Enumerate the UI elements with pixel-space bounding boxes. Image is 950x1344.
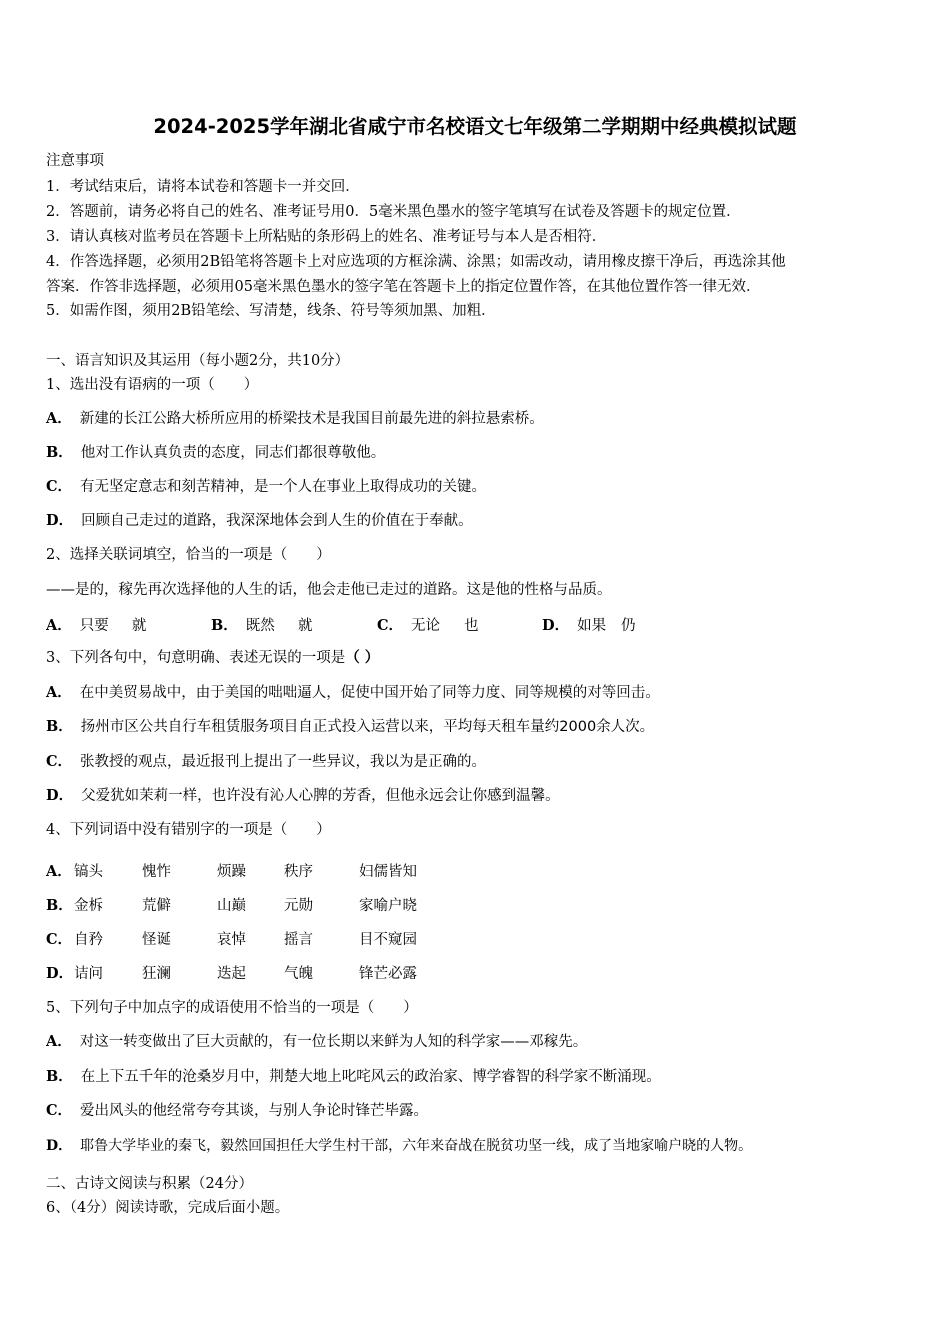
option-word: 迭起 <box>217 966 246 982</box>
option-word: 哀悼 <box>217 932 246 948</box>
option-word: 就 <box>132 618 147 634</box>
option-text: 回顾自己走过的道路，我深深地体会到人生的价值在于奉献。 <box>81 513 473 529</box>
option-text: 耶鲁大学毕业的秦飞，毅然回国担任大学生村干部，六年来奋战在脱贫功坚一线，成了当地家喻户晓的人物。 <box>80 1138 753 1154</box>
option-letter: B． <box>46 718 73 735</box>
option-d <box>46 511 473 531</box>
option-c <box>46 930 906 950</box>
notice-item: 3．请认真核对监考员在答题卡上所粘贴的条形码上的姓名、准考证号与本人是否相符． <box>46 229 607 245</box>
option-letter: D． <box>46 965 74 982</box>
page-title: 2024-2025学年湖北省咸宁市名校语文七年级第二学期期中经典模拟试题 <box>153 115 797 138</box>
question-passage: ——是的，稼先再次选择他的人生的话，他会走他已走过的道路。这是他的性格与品质。 <box>46 582 612 598</box>
option-d <box>46 964 906 984</box>
option-b <box>46 717 654 737</box>
option-text: 在中美贸易战中，由于美国的咄咄逼人，促使中国开始了同等力度、同等规模的对等回击。 <box>79 685 660 701</box>
option-word: 无论 <box>411 618 441 634</box>
answer-paren: （ ） <box>345 649 380 666</box>
option-letter: D． <box>542 617 570 634</box>
option-text: 在上下五千年的沧桑岁月中，荆楚大地上叱咤风云的政治家、博学睿智的科学家不断涌现。 <box>80 1069 661 1085</box>
q2-options <box>46 614 906 634</box>
option-a <box>46 1032 587 1052</box>
option-word: 自矜 <box>74 932 103 948</box>
option-letter: D． <box>46 787 74 804</box>
question-stem: 4、下列词语中没有错别字的一项是（ ） <box>46 822 331 838</box>
option-letter: A． <box>46 410 72 427</box>
option-word: 摇言 <box>284 932 313 948</box>
option-text: 新建的长江公路大桥所应用的桥梁技术是我国目前最先进的斜拉悬索桥。 <box>79 411 544 427</box>
option-word: 荒僻 <box>142 898 171 914</box>
option-word: 家喻户晓 <box>359 898 417 914</box>
question-stem: 1、选出没有语病的一项（ ） <box>46 377 259 393</box>
option-letter: D． <box>46 1138 73 1154</box>
notice-item: 2．答题前，请务必将自己的姓名、准考证号用0．5毫米黑色墨水的签字笔填写在试卷及答题卡的规定位置． <box>46 204 741 220</box>
option-letter: B． <box>46 1068 73 1085</box>
option-word: 怪诞 <box>142 932 171 948</box>
question-stem <box>46 648 379 668</box>
option-letter: C． <box>46 753 73 770</box>
question-stem: 2、选择关联词填空，恰当的一项是（ ） <box>46 547 331 563</box>
option-b <box>46 896 906 916</box>
option-letter: B． <box>46 897 73 914</box>
option-text: 扬州市区公共自行车租赁服务项目自正式投入运营以来，平均每天租车量约2000余人次。 <box>80 719 655 735</box>
option-text: 张教授的观点，最近报刊上提出了一些异议，我以为是正确的。 <box>80 754 487 770</box>
option-letter: A． <box>46 617 72 634</box>
option-d <box>542 614 606 635</box>
option-letter: C． <box>46 1102 73 1119</box>
option-b <box>46 443 385 463</box>
option-word: 如果 <box>577 618 607 634</box>
option-letter: C． <box>377 617 404 634</box>
option-text: 对这一转变做出了巨大贡献的，有一位长期以来鲜为人知的科学家——邓稼先。 <box>79 1034 588 1050</box>
notice-item: 4．作答选择题，必须用2B铅笔将答题卡上对应选项的方框涂满、涂黑；如需改动，请用橡皮擦干净后，再选涂其他 <box>46 254 786 270</box>
option-a <box>46 409 544 429</box>
option-word: 也 <box>464 618 479 634</box>
option-word: 诘问 <box>74 966 103 982</box>
option-letter: A． <box>46 863 72 880</box>
option-d <box>46 1136 752 1156</box>
notice-item: 1．考试结束后，请将本试卷和答题卡一并交回． <box>46 179 360 195</box>
option-word: 气魄 <box>284 966 313 982</box>
notice-item: 答案．作答非选择题，必须用05毫米黑色墨水的签字笔在答题卡上的指定位置作答，在其他位置作答一律无效． <box>46 279 761 295</box>
option-b <box>211 614 275 635</box>
option-word: 锋芒必露 <box>359 966 417 982</box>
section-heading: 二、古诗文阅读与积累（24分） <box>46 1176 253 1192</box>
option-word: 仍 <box>621 618 636 634</box>
option-letter: D． <box>46 512 74 529</box>
option-text: 他对工作认真负责的态度，同志们都很尊敬他。 <box>80 445 386 461</box>
option-word: 就 <box>298 618 313 634</box>
option-word: 目不窥园 <box>359 932 417 948</box>
option-letter: A． <box>46 1033 72 1050</box>
option-word: 狂澜 <box>142 966 171 982</box>
option-word: 元勋 <box>284 898 313 914</box>
option-text: 有无坚定意志和刻苦精神，是一个人在事业上取得成功的关键。 <box>80 479 487 495</box>
option-a <box>46 862 906 882</box>
option-word: 只要 <box>79 618 109 634</box>
option-c <box>46 477 486 497</box>
option-letter: A． <box>46 684 72 701</box>
question-stem: 6、（4分）阅读诗歌，完成后面小题。 <box>46 1200 290 1216</box>
option-word: 金柝 <box>74 898 103 914</box>
option-a <box>46 614 109 635</box>
option-word: 既然 <box>245 618 275 634</box>
notice-heading: 注意事项 <box>46 153 104 169</box>
option-word: 秩序 <box>284 864 313 880</box>
option-word: 山巅 <box>217 898 246 914</box>
option-letter: B． <box>46 444 73 461</box>
option-letter: C． <box>46 478 73 495</box>
option-word: 镐头 <box>74 864 103 880</box>
option-a <box>46 683 660 703</box>
option-word: 妇儒皆知 <box>359 864 417 880</box>
option-text: 父爱犹如茉莉一样，也许没有沁人心脾的芳香，但他永远会让你感到温馨。 <box>81 788 560 804</box>
option-word: 烦躁 <box>217 864 246 880</box>
option-letter: B． <box>211 617 238 634</box>
question-stem: 5、下列句子中加点字的成语使用不恰当的一项是（ ） <box>46 1000 418 1016</box>
option-d <box>46 786 560 806</box>
option-b <box>46 1067 661 1087</box>
option-c <box>377 614 440 635</box>
option-c <box>46 752 486 772</box>
option-letter: C． <box>46 931 73 948</box>
section-heading: 一、语言知识及其运用（每小题2分，共10分） <box>46 353 350 369</box>
notice-item: 5．如需作图，须用2B铅笔绘、写清楚，线条、符号等须加黑、加粗． <box>46 303 496 319</box>
option-c <box>46 1101 428 1121</box>
option-text: 爱出风头的他经常夸夸其谈，与别人争论时锋芒毕露。 <box>80 1103 429 1119</box>
question-stem-text: 3、下列各句中，句意明确、表述无误的一项是 <box>46 650 346 666</box>
option-word: 愧怍 <box>142 864 171 880</box>
